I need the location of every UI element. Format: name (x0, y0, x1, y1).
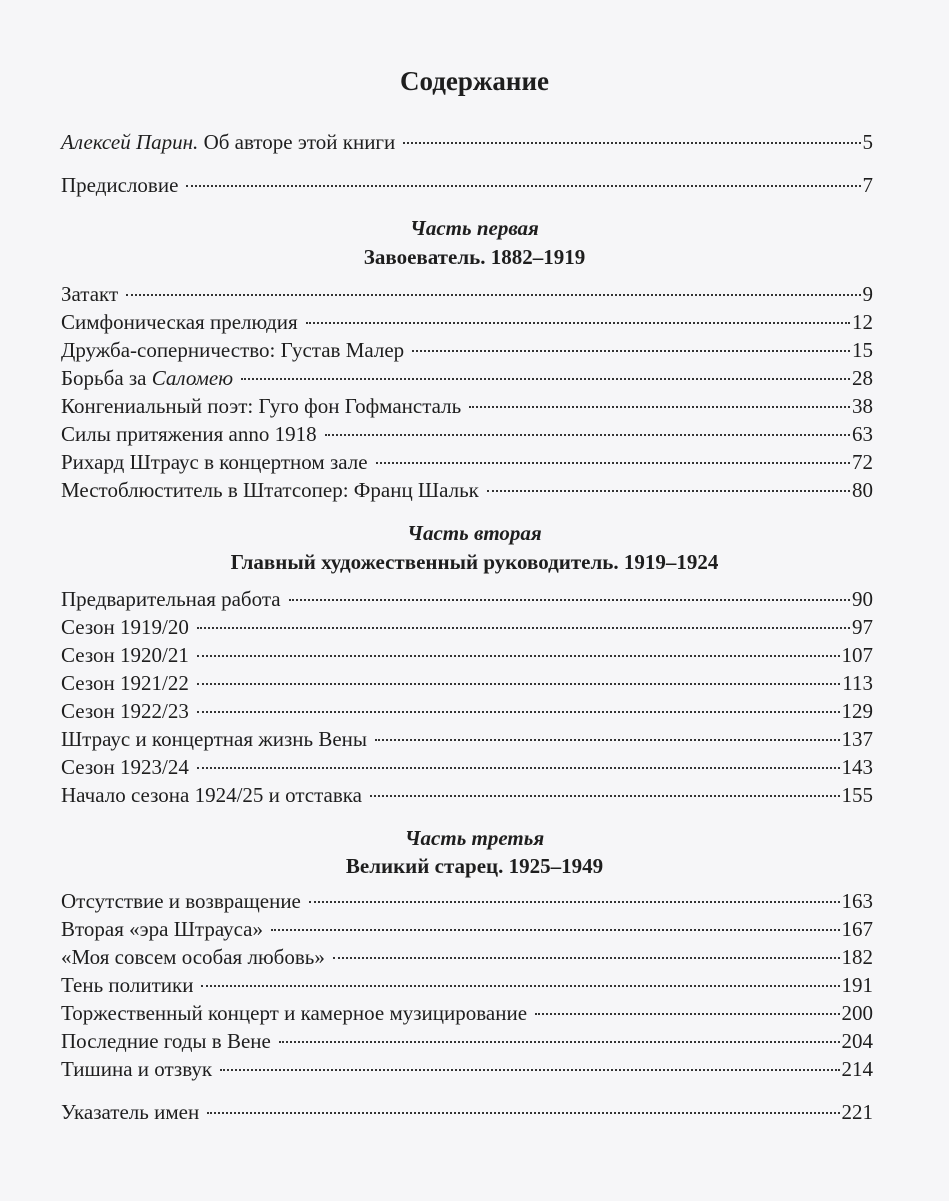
part-label: Часть вторая (407, 521, 542, 545)
toc-entry-label: Предисловие (61, 173, 179, 197)
toc-entry (61, 889, 873, 917)
toc-entry (61, 587, 873, 615)
toc-entry (61, 973, 873, 1001)
toc-entry (61, 917, 873, 945)
toc-page-number: 28 (852, 366, 873, 390)
toc-page-number: 5 (862, 130, 873, 154)
toc-entry-label: Вторая «эра Штрауса» (61, 917, 263, 941)
toc-leader-dots (279, 1041, 840, 1043)
toc-entry (61, 699, 873, 727)
toc-entry-label: Предварительная работа (61, 587, 281, 611)
toc-entry (61, 450, 873, 478)
toc-title: Содержание (399, 66, 550, 96)
toc-entry-label: Начало сезона 1924/25 и отставка (61, 783, 363, 807)
toc-leader-dots (126, 294, 860, 296)
toc-entry-label: Дружба-соперничество: Густав Малер (61, 338, 405, 362)
toc-page-number: 63 (852, 422, 873, 446)
toc-leader-dots (376, 462, 850, 464)
toc-entry (61, 338, 873, 366)
toc-entry-italic-title: Саломею (151, 366, 234, 390)
toc-leader-dots (197, 711, 840, 713)
toc-page-number: 72 (852, 450, 873, 474)
toc-entry-label: Местоблюститель в Штатсопер: Франц Шальк (61, 478, 479, 502)
toc-leader-dots (207, 1112, 839, 1114)
toc-entry-label: Тень политики (61, 973, 194, 997)
toc-entry-label: Борьба за Саломею (61, 366, 234, 390)
part-title: Великий старец. 1925–1949 (345, 854, 604, 878)
toc-entry-label: Сезон 1919/20 (61, 615, 189, 639)
toc-leader-dots (289, 599, 850, 601)
toc-page-number: 80 (852, 478, 873, 502)
toc-entry (61, 310, 873, 338)
toc-page-number: 107 (841, 643, 873, 667)
toc-entry (61, 1029, 873, 1057)
toc-leader-dots (375, 739, 839, 741)
toc-entry (61, 643, 873, 671)
toc-entry-label: Указатель имен (61, 1100, 200, 1124)
part-title: Завоеватель. 1882–1919 (363, 245, 586, 269)
toc-page-number: 7 (862, 173, 873, 197)
toc-leader-dots (412, 350, 850, 352)
toc-page-number: 97 (852, 615, 873, 639)
toc-page-number: 163 (841, 889, 873, 913)
toc-page-number: 15 (852, 338, 873, 362)
toc-leader-dots (220, 1069, 839, 1071)
toc-leader-dots (306, 322, 850, 324)
toc-entry-label: Симфоническая прелюдия (61, 310, 298, 334)
toc-leader-dots (197, 655, 840, 657)
toc-entry (61, 727, 873, 755)
toc-leader-dots (487, 490, 850, 492)
toc-entry (61, 394, 873, 422)
toc-entry-label: Тишина и отзвук (61, 1057, 213, 1081)
toc-entry-author: Алексей Парин. (61, 130, 199, 154)
toc-entry-label: Штраус и концертная жизнь Вены (61, 727, 368, 751)
toc-entry-label: Конгениальный поэт: Гуго фон Гофмансталь (61, 394, 462, 418)
toc-entry (61, 945, 873, 973)
toc-entry-label: Торжественный концерт и камерное музицирование (61, 1001, 528, 1025)
toc-page-number: 137 (841, 727, 873, 751)
toc-leader-dots (241, 378, 850, 380)
toc-entry-label: Сезон 1921/22 (61, 671, 189, 695)
toc-entry (61, 755, 873, 783)
toc-leader-dots (325, 434, 850, 436)
toc-leader-dots (197, 767, 840, 769)
toc-entry-label: Последние годы в Вене (61, 1029, 271, 1053)
toc-entry (61, 282, 873, 310)
toc-entry-label: Сезон 1922/23 (61, 699, 189, 723)
toc-leader-dots (186, 185, 860, 187)
toc-page-number: 200 (841, 1001, 873, 1025)
part-title: Главный художественный руководитель. 1919–1924 (230, 550, 719, 574)
toc-page-number: 38 (852, 394, 873, 418)
toc-entry (61, 366, 873, 394)
toc-entry-label: Силы притяжения anno 1918 (61, 422, 317, 446)
toc-entry-label: Сезон 1923/24 (61, 755, 189, 779)
toc-leader-dots (197, 683, 840, 685)
toc-entry (61, 422, 873, 450)
toc-entry (61, 478, 873, 506)
toc-page-number: 113 (842, 671, 873, 695)
toc-leader-dots (469, 406, 850, 408)
toc-entry (61, 615, 873, 643)
toc-leader-dots (403, 142, 860, 144)
toc-entry-index (61, 1100, 873, 1128)
toc-leader-dots (201, 985, 839, 987)
toc-entry-label: Затакт (61, 282, 119, 306)
toc-entry-label: Рихард Штраус в концертном зале (61, 450, 368, 474)
toc-page-number: 182 (841, 945, 873, 969)
part-label: Часть третья (404, 826, 545, 850)
toc-page-number: 155 (841, 783, 873, 807)
toc-entry (61, 783, 873, 811)
toc-entry (61, 671, 873, 699)
toc-entry-label: Алексей Парин. Об авторе этой книги (61, 130, 396, 154)
toc-entry-label: Отсутствие и возвращение (61, 889, 301, 913)
toc-page-number: 129 (841, 699, 873, 723)
toc-leader-dots (197, 627, 850, 629)
toc-page-number: 221 (841, 1100, 873, 1124)
toc-leader-dots (309, 901, 840, 903)
toc-page-number: 214 (841, 1057, 873, 1081)
toc-page-number: 143 (841, 755, 873, 779)
toc-leader-dots (271, 929, 840, 931)
toc-page-number: 12 (852, 310, 873, 334)
toc-entry-about-author (61, 130, 873, 158)
toc-leader-dots (333, 957, 840, 959)
part-label: Часть первая (410, 216, 539, 240)
toc-entry (61, 1001, 873, 1029)
toc-entry-preface (61, 173, 873, 201)
toc-page-number: 191 (841, 973, 873, 997)
toc-entry (61, 1057, 873, 1085)
toc-page-number: 9 (862, 282, 873, 306)
toc-page-number: 204 (841, 1029, 873, 1053)
toc-leader-dots (535, 1013, 839, 1015)
toc-page-number: 167 (841, 917, 873, 941)
toc-page-number: 90 (852, 587, 873, 611)
toc-entry-label: «Моя совсем особая любовь» (61, 945, 325, 969)
toc-leader-dots (370, 795, 839, 797)
toc-entry-label: Сезон 1920/21 (61, 643, 189, 667)
